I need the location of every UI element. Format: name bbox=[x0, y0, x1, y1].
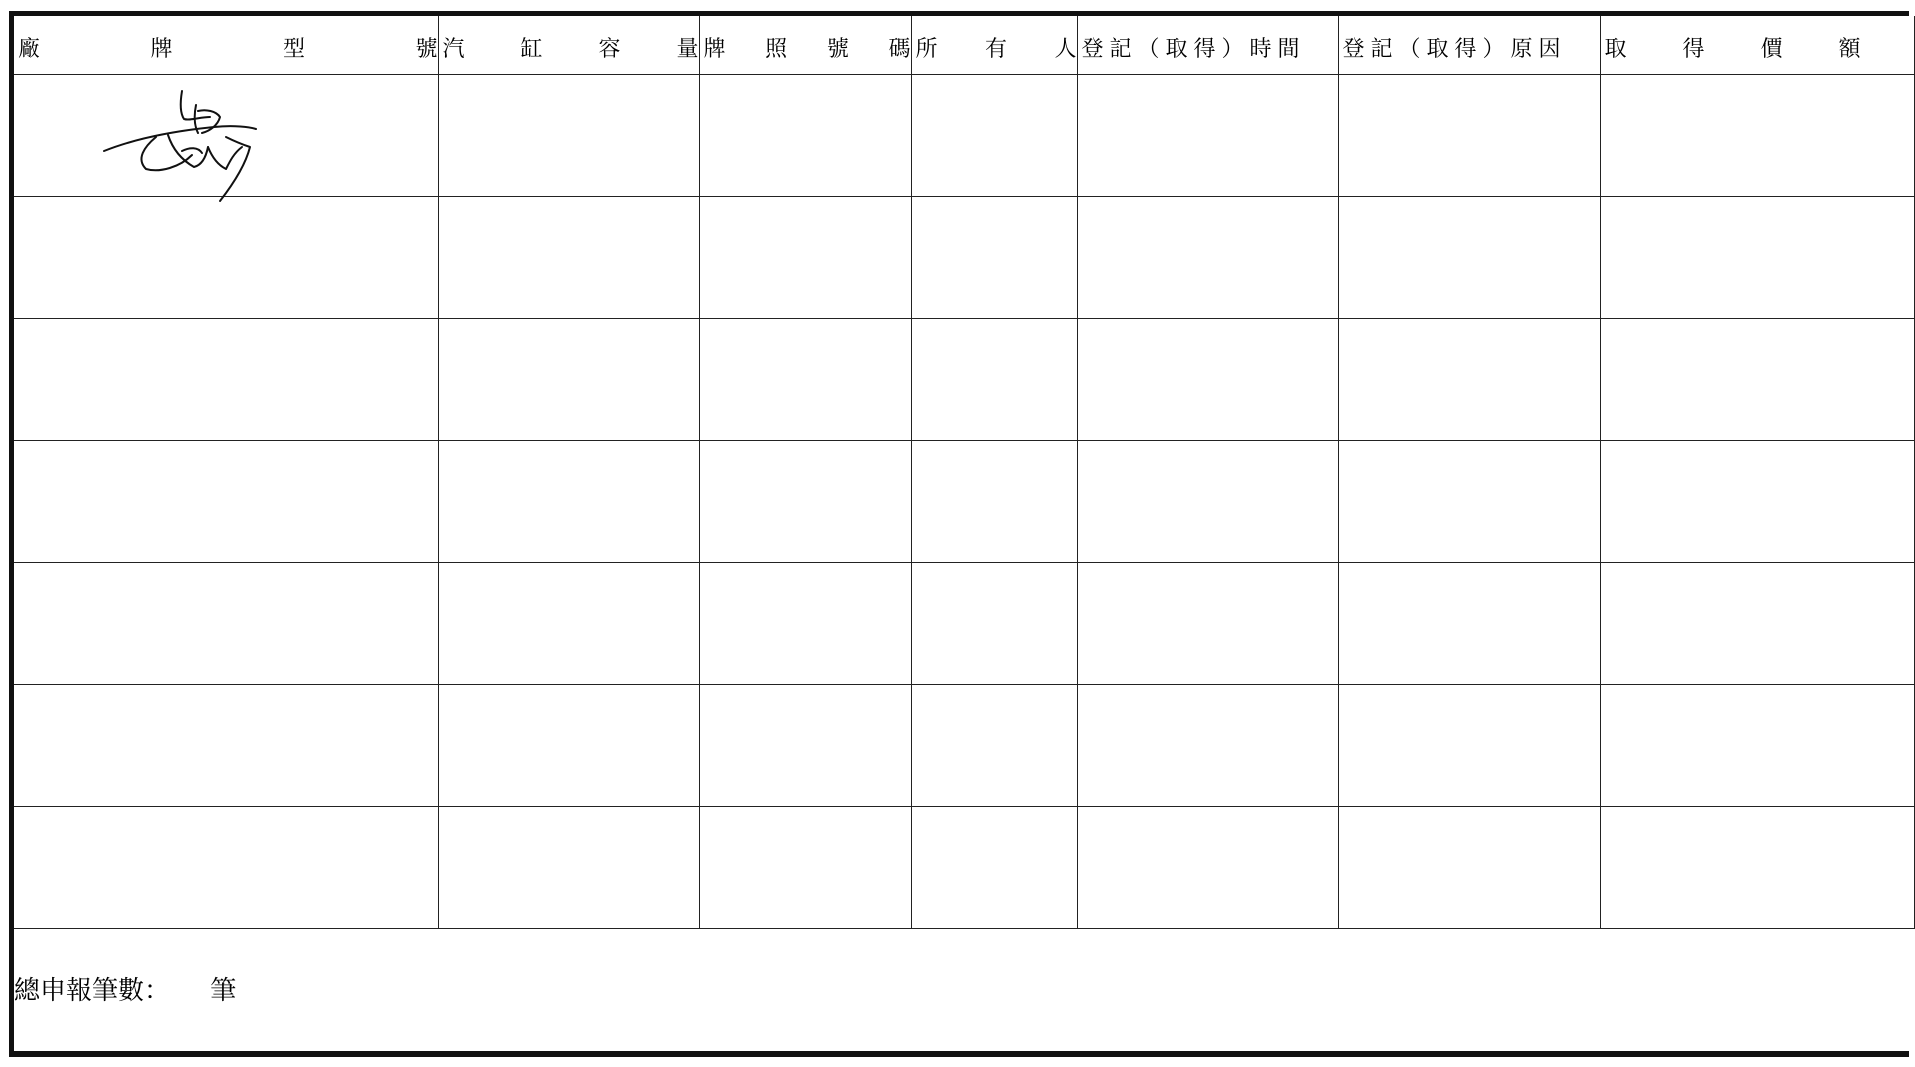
table-cell bbox=[1600, 319, 1914, 441]
table-row bbox=[14, 563, 1914, 685]
header-row bbox=[14, 16, 1914, 75]
header-char: 額 bbox=[1838, 37, 1861, 62]
header-char: 價 bbox=[1760, 37, 1783, 62]
header-char: 型 bbox=[282, 37, 305, 62]
table-cell bbox=[14, 685, 438, 807]
header-char: 廠 bbox=[18, 37, 41, 62]
total-label: 總申報筆數： bbox=[14, 976, 171, 1006]
table-cell bbox=[911, 563, 1077, 685]
table-cell bbox=[911, 685, 1077, 807]
header-char: 汽 bbox=[442, 37, 465, 62]
table-cell bbox=[438, 441, 699, 563]
header-char: 缸 bbox=[520, 37, 543, 62]
table-cell bbox=[699, 75, 911, 197]
header-char: 所 bbox=[915, 37, 938, 62]
table-cell bbox=[1077, 75, 1338, 197]
table-cell bbox=[1077, 441, 1338, 563]
table-cell bbox=[438, 807, 699, 929]
table-cell bbox=[14, 75, 438, 197]
header-char: 牌 bbox=[150, 37, 173, 62]
table-cell bbox=[14, 563, 438, 685]
table-cell bbox=[1600, 197, 1914, 319]
table-cell bbox=[1600, 685, 1914, 807]
total-unit: 筆 bbox=[210, 976, 237, 1006]
header-text: 登記（取得）時間 bbox=[1081, 37, 1306, 62]
total-count bbox=[14, 970, 238, 1007]
table-cell bbox=[1077, 319, 1338, 441]
table-cell bbox=[1600, 441, 1914, 563]
table-cell bbox=[1600, 75, 1914, 197]
table-cell bbox=[14, 197, 438, 319]
table-row bbox=[14, 685, 1914, 807]
header-char: 照 bbox=[765, 37, 788, 62]
table-cell bbox=[14, 807, 438, 929]
table-cell bbox=[1077, 563, 1338, 685]
header-brand-model bbox=[14, 16, 438, 75]
table-cell bbox=[1077, 807, 1338, 929]
table-row bbox=[14, 807, 1914, 929]
table-cell bbox=[14, 319, 438, 441]
table-cell bbox=[1338, 75, 1600, 197]
header-acquisition-price bbox=[1600, 16, 1914, 75]
table-cell bbox=[438, 685, 699, 807]
table-cell bbox=[911, 197, 1077, 319]
table-cell bbox=[1600, 563, 1914, 685]
header-plate-number bbox=[699, 16, 911, 75]
header-char: 號 bbox=[826, 37, 849, 62]
signature-image bbox=[94, 81, 264, 206]
table-cell bbox=[699, 441, 911, 563]
header-char: 容 bbox=[598, 37, 621, 62]
table-cell bbox=[1338, 441, 1600, 563]
table-cell bbox=[14, 441, 438, 563]
table-cell bbox=[699, 807, 911, 929]
table-row bbox=[14, 75, 1914, 197]
table-cell bbox=[911, 807, 1077, 929]
table-cell bbox=[1338, 685, 1600, 807]
table-cell bbox=[699, 319, 911, 441]
header-registration-reason bbox=[1338, 16, 1600, 75]
table-cell bbox=[911, 319, 1077, 441]
table-cell bbox=[911, 75, 1077, 197]
table-cell bbox=[438, 319, 699, 441]
table-cell bbox=[1077, 197, 1338, 319]
table-cell bbox=[438, 197, 699, 319]
header-char: 人 bbox=[1054, 37, 1077, 62]
table-row bbox=[14, 197, 1914, 319]
table-cell bbox=[438, 75, 699, 197]
header-char: 牌 bbox=[703, 37, 726, 62]
table-row bbox=[14, 441, 1914, 563]
header-text: 登記（取得）原因 bbox=[1342, 37, 1567, 62]
header-char: 量 bbox=[676, 37, 699, 62]
table-cell bbox=[1338, 197, 1600, 319]
header-registration-time bbox=[1077, 16, 1338, 75]
header-char: 得 bbox=[1682, 37, 1705, 62]
table-cell bbox=[699, 563, 911, 685]
header-owner bbox=[911, 16, 1077, 75]
vehicle-declaration-table bbox=[14, 16, 1915, 929]
header-char: 取 bbox=[1604, 37, 1627, 62]
table-cell bbox=[1338, 807, 1600, 929]
header-displacement bbox=[438, 16, 699, 75]
table-cell bbox=[699, 685, 911, 807]
table-cell bbox=[1338, 563, 1600, 685]
table-cell bbox=[438, 563, 699, 685]
table-cell bbox=[699, 197, 911, 319]
table-cell bbox=[1600, 807, 1914, 929]
table-row bbox=[14, 319, 1914, 441]
header-char: 碼 bbox=[888, 37, 911, 62]
header-char: 有 bbox=[984, 37, 1007, 62]
table-cell bbox=[1077, 685, 1338, 807]
table-cell bbox=[1338, 319, 1600, 441]
header-char: 號 bbox=[415, 37, 438, 62]
table-cell bbox=[911, 441, 1077, 563]
